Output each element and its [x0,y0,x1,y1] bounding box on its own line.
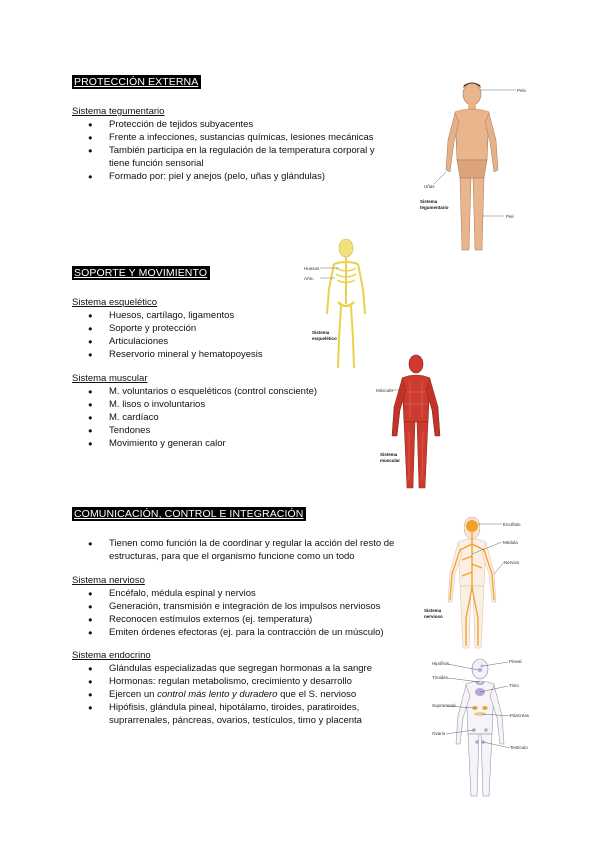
figure-caption: Sistema [312,330,330,335]
label-huesos: Huesos [304,266,320,271]
list-item: ● Glándulas especializadas que segregan hormonas a la sangre [72,662,409,675]
figure-caption: esquelético [312,336,337,341]
list-item: ● Tienen como función la de coordinar y regular la acción del resto de estructuras, para que el organismo funcione como un todo [72,537,409,563]
list-item: ● Tendones [72,424,379,437]
label-musculo: Músculo [376,388,393,393]
list-item: ● M. cardíaco [72,411,379,424]
endocrine-figure [432,656,528,802]
list-item: ● Reconocen estímulos externos (ej. temperatura) [72,613,409,626]
list-item: ● Encéfalo, médula espinal y nervios [72,587,409,600]
subsection-title: Sistema nervioso [72,575,145,586]
label-ovario: Ovario [432,731,446,736]
subsection-title: Sistema esquelético [72,297,158,308]
section-proteccion-externa [72,72,379,183]
bullet-list [72,662,439,727]
list-item: ● Frente a infecciones, sustancias químicas, lesiones mecánicas [72,131,379,144]
nerve-lines [450,520,494,646]
label-medula: Médula [503,540,518,545]
skeleton-drawing [327,239,365,368]
muscle-figure [376,352,448,494]
human-body-skin [446,83,498,251]
list-item: ● Articulaciones [72,335,379,348]
bullet-list [72,385,379,450]
text-segment: Ejercen un [109,689,158,700]
integumentary-figure [418,80,526,256]
label-encefalo: Encéfalo [503,522,521,527]
list-item: ● M. voluntarios o esqueléticos (control consciente) [72,385,379,398]
subsection-title: Sistema muscular [72,373,148,384]
skeleton-figure [302,234,382,374]
label-pineal: Pineal [509,659,522,664]
subsection-title: Sistema tegumentario [72,106,165,117]
label-unas: Uñas [424,184,435,189]
label-tiroides: Tiroides [432,675,448,680]
list-item: ● Emiten órdenes efectoras (ej. para la contracción de un músculo) [72,626,439,639]
list-item: ● M. lisos o involuntarios [72,398,379,411]
list-item: ● Hipófisis, glándula pineal, hipotálamo, tiroides, paratiroides, suprarrenales, páncreas, ovarios, testículos, timo y placenta [72,701,409,727]
figure-caption: nervioso [424,614,443,619]
subsection-title: Sistema endocrino [72,650,151,661]
section-heading: PROTECCIÓN EXTERNA [72,75,201,89]
nervous-figure [422,514,521,654]
label-nervios: Nervios [504,560,520,565]
label-pancreas: Páncreas [510,713,530,718]
list-item: ● Huesos, cartílago, ligamentos [72,309,379,322]
label-timo: Timo [509,683,519,688]
list-item: ● Reservorio mineral y hematopoyesis [72,348,379,361]
muscle-drawing [392,355,440,488]
label-articulaciones: Artic. [304,276,315,281]
label-piel: Piel [506,214,514,219]
label-hipofisis: Hipófisis [432,661,450,666]
figure-caption: tegumentario [420,205,449,210]
list-item [72,688,409,701]
list-item: ● También participa en la regulación de la temperatura corporal y tiene función sensorial [72,144,379,170]
figure-caption: Sistema [420,199,438,204]
list-item: ● Movimiento y generan calor [72,437,379,450]
bullet-list [72,118,379,183]
list-item: ● Formado por: piel y anejos (pelo, uñas y glándulas) [72,170,379,183]
figure-caption: Sistema [424,608,442,613]
endocrine-drawing [456,659,504,796]
bullet-list [72,537,439,563]
section-heading: COMUNICACIÓN, CONTROL E INTEGRACIÓN [72,507,306,521]
emphasis-text: control más lento y duradero [157,689,278,700]
list-item: ● Generación, transmisión e integración de los impulsos nerviosos [72,600,429,613]
label-testiculo: Testículo [510,745,528,750]
text-segment: que el S. nervioso [277,689,357,700]
label-pelo: Pelo [517,88,527,93]
section-heading: SOPORTE Y MOVIMIENTO [72,266,210,280]
section-comunicacion-control [72,504,439,727]
bullet-list [72,587,439,639]
figure-caption: muscular [380,458,401,463]
list-item: ● Hormonas: regulan metabolismo, crecimiento y desarrollo [72,675,379,688]
list-item: ● Protección de tejidos subyacentes [72,118,379,131]
figure-caption: Sistema [380,452,398,457]
list-item: ● Soporte y protección [72,322,379,335]
label-suprarrenal: Suprarrenal [432,703,456,708]
